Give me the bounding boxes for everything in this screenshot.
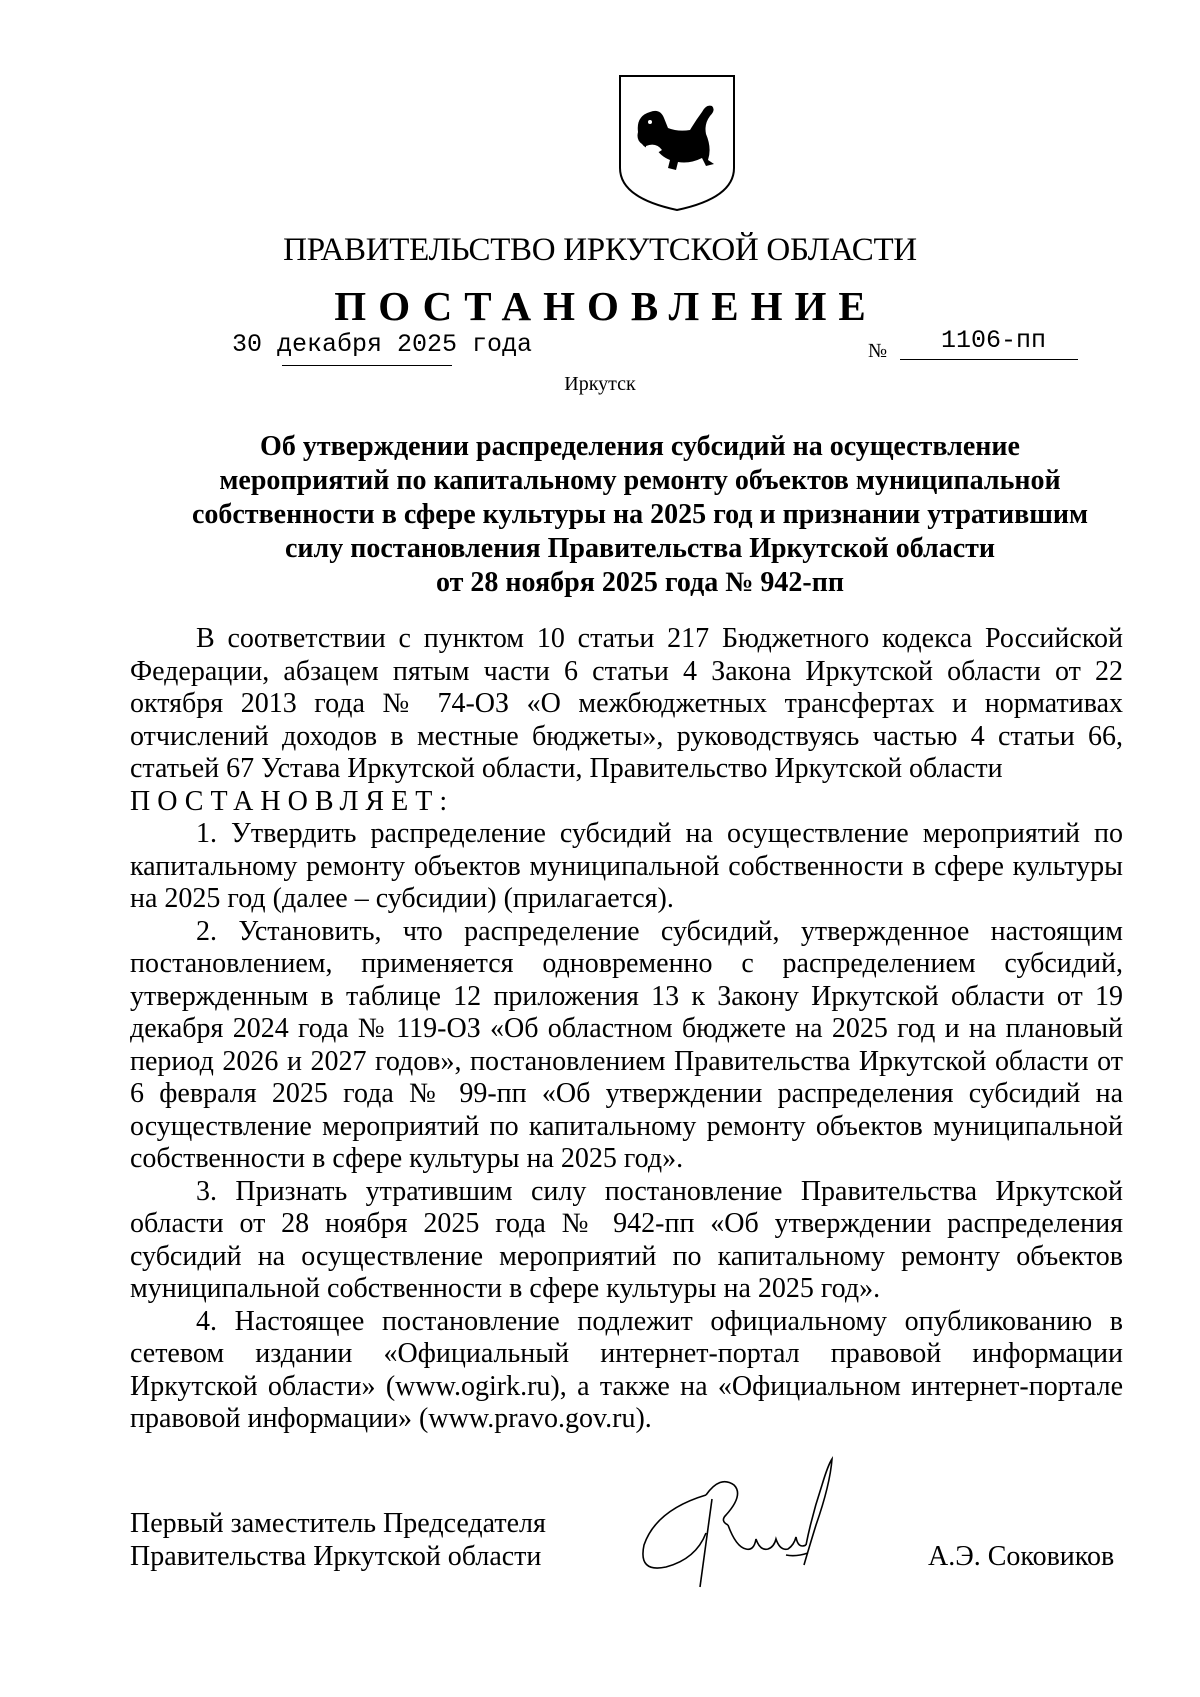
heading-line: силу постановления Правительства Иркутской области bbox=[284, 533, 996, 564]
document-body bbox=[130, 623, 1123, 1436]
number-sign: № bbox=[868, 340, 888, 362]
heading-line: собственности в сфере культуры на 2025 год и признании утратившим bbox=[191, 499, 1089, 530]
heading-line: от 28 ноября 2025 года № 942-пп bbox=[436, 567, 844, 598]
signatory-position bbox=[130, 1508, 546, 1573]
item-paragraph: 4. Настоящее постановление подлежит официальному опубликованию в сетевом издании «Официальный интернет-портал правовой информации Иркутской области» (www.ogirk.ru), а также на «Официальном интернет-портале правовой информации» (www.pravo.gov.ru). bbox=[130, 1305, 1123, 1434]
date-underline bbox=[282, 365, 452, 366]
government-name: ПРАВИТЕЛЬСТВО ИРКУТСКОЙ ОБЛАСТИ bbox=[283, 232, 917, 268]
city-name: Иркутск bbox=[564, 373, 636, 395]
signature-icon bbox=[636, 1455, 856, 1590]
document-type-title: ПОСТАНОВЛЕНИЕ bbox=[334, 283, 878, 329]
number-underline bbox=[900, 359, 1078, 360]
position-line: Правительства Иркутской области bbox=[130, 1540, 542, 1572]
signatory-name: А.Э. Соковиков bbox=[928, 1541, 1115, 1572]
decree-word: ПОСТАНОВЛЯЕТ: bbox=[130, 785, 455, 817]
item-paragraph: 2. Установить, что распределение субсидий, утвержденное настоящим постановлением, применяется одновременно с распределением субсидий, утвержденным в таблице 12 приложения 13 к Закону Иркутской области от 19 декабря 2024 года № 119-ОЗ «Об областном бюджете на 2025 год и на плановый период 2026 и 2027 годов», постановлением Правительства Иркутской области от 6 февраля 2025 года № 99-пп «Об утверждении распределения субсидий на осуществление мероприятий по капитальному ремонту объектов муниципальной собственности в сфере культуры на 2025 год». bbox=[130, 915, 1123, 1174]
document-date: 30 декабря 2025 года bbox=[232, 330, 533, 359]
heading-line: Об утверждении распределения субсидий на осуществление bbox=[260, 431, 1020, 462]
coat-of-arms-icon bbox=[616, 72, 738, 214]
document-number: 1106-пп bbox=[941, 326, 1047, 355]
item-paragraph: 3. Признать утратившим силу постановление Правительства Иркутской области от 28 ноября 2025 года № 942-пп «Об утверждении распределения субсидий на осуществление мероприятий по капитальному ремонту объектов муниципальной собственности в сфере культуры на 2025 год». bbox=[130, 1175, 1123, 1304]
heading-line: мероприятий по капитальному ремонту объектов муниципальной bbox=[219, 465, 1061, 496]
document-heading bbox=[160, 430, 1120, 600]
position-line: Первый заместитель Председателя bbox=[130, 1508, 546, 1539]
item-paragraph: 1. Утвердить распределение субсидий на осуществление мероприятий по капитальному ремонту объектов муниципальной собственности в сфере культуры на 2025 год (далее – субсидии) (прилагается). bbox=[130, 818, 1123, 914]
preamble-paragraph: В соответствии с пунктом 10 статьи 217 Бюджетного кодекса Российской Федерации, абзацем пятым части 6 статьи 4 Закона Иркутской области от 22 октября 2013 года № 74-ОЗ «О межбюджетных трансфертах и нормативах отчислений доходов в местные бюджеты», руководствуясь частью 4 статьи 66, статьей 67 Устава Иркутской области, Правительство Иркутской области bbox=[130, 623, 1123, 784]
